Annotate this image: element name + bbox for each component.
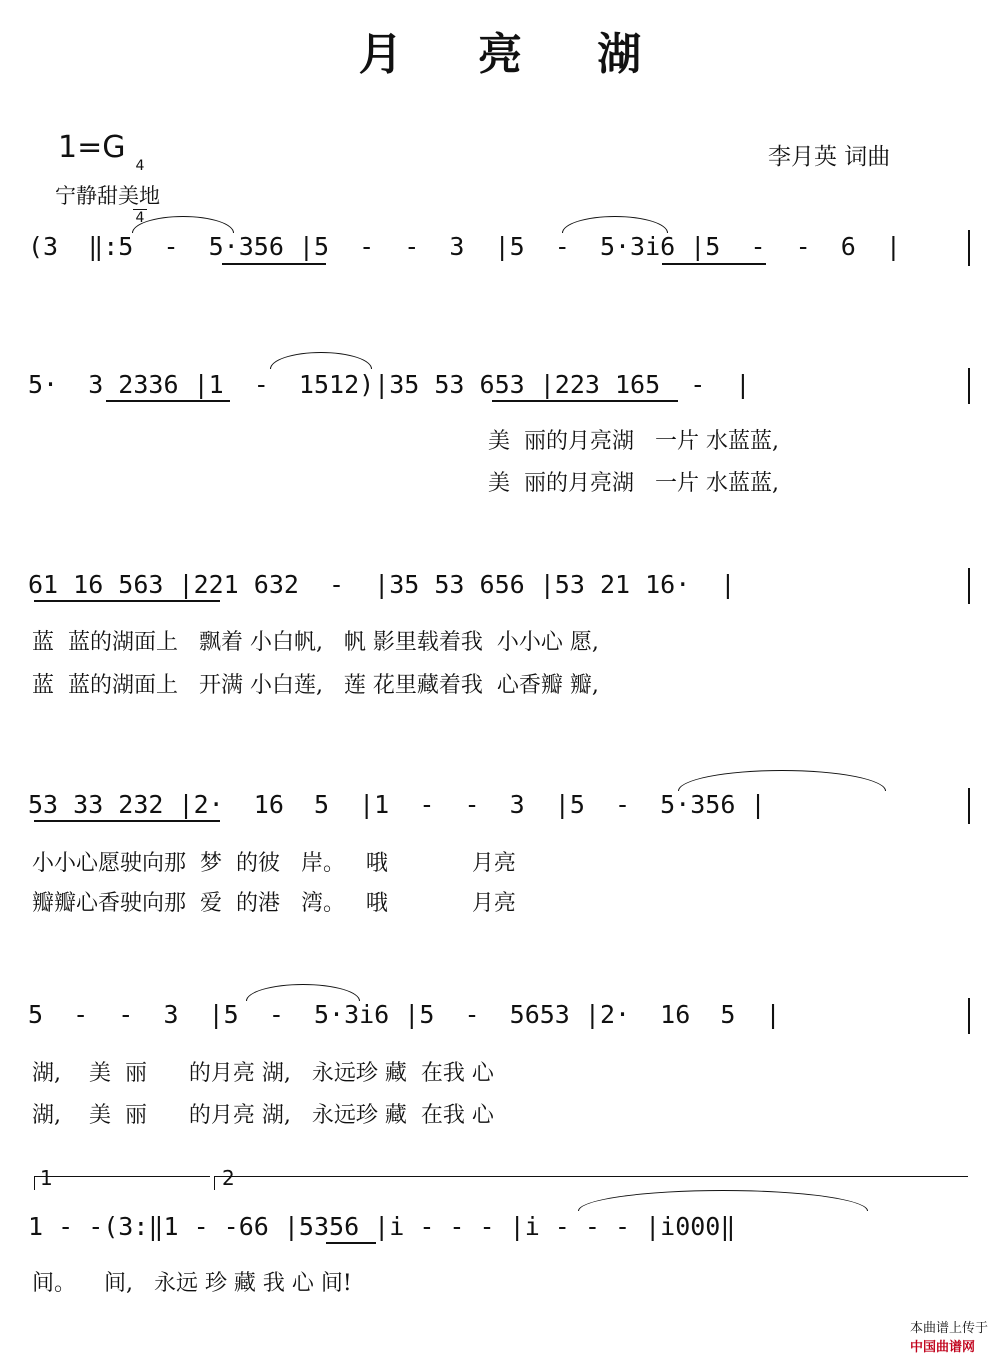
slur [562, 216, 668, 233]
system-3-notes: 61 16 563 |221 632 - |35 53 656 |53 21 16· | [28, 570, 736, 599]
beam-underline [492, 400, 678, 402]
beam-underline [34, 600, 220, 602]
system-5-lyric-2: 湖, 美 丽 的月亮 湖, 永远珍 藏 在我 心 [32, 1103, 494, 1128]
barline-end [968, 998, 970, 1034]
footer-brand[interactable]: 中国曲谱网 [909, 1340, 975, 1355]
system-4-notes: 53 33 232 |2· 16 5 |1 - - 3 |5 - 5·356 | [28, 790, 766, 819]
volta-1-bracket [34, 1176, 35, 1190]
system-5-notes: 5 - - 3 |5 - 5·3i6 |5 - 5653 |2· 16 5 | [28, 1000, 781, 1029]
system-3-lyric-2: 蓝 蓝的湖面上 开满 小白莲, 莲 花里藏着我 心香瓣 瓣, [32, 673, 599, 698]
meter-bottom: 4 [133, 209, 147, 227]
slur [132, 216, 234, 233]
volta-2-line [214, 1176, 968, 1177]
system-2-lyric-2: 美 丽的月亮湖 一片 水蓝蓝, [488, 471, 779, 496]
beam-underline [34, 820, 220, 822]
tempo-marking: 宁静甜美地 [55, 184, 160, 208]
system-2-lyric-1: 美 丽的月亮湖 一片 水蓝蓝, [488, 429, 779, 454]
credit: 李月英 词曲 [768, 144, 891, 170]
system-4-lyric-2: 瓣瓣心香驶向那 爱 的港 湾。 哦 月亮 [32, 891, 516, 916]
volta-1-line [34, 1176, 210, 1177]
song-title: 月 亮 湖 [358, 29, 672, 80]
volta-1-number: 1 [40, 1166, 53, 1190]
system-6-lyric-1: 间。 间, 永远 珍 藏 我 心 间! [32, 1271, 352, 1296]
beam-underline [106, 400, 230, 402]
meter-top: 4 [135, 158, 145, 174]
volta-2-bracket [214, 1176, 215, 1190]
beam-underline [326, 1242, 376, 1244]
barline-end [968, 368, 970, 404]
footer-prefix: 本曲谱上传于 [909, 1321, 988, 1336]
system-4-lyric-1: 小小心愿驶向那 梦 的彼 岸。 哦 月亮 [32, 851, 516, 876]
key-signature: 1=G [58, 130, 126, 165]
system-1-notes: (3 ‖:5 - 5·356 |5 - - 3 |5 - 5·3i6 |5 - - 6 | [28, 232, 901, 261]
slur [578, 1190, 868, 1211]
barline-end [968, 788, 970, 824]
volta-2-number: 2 [222, 1166, 235, 1190]
slur [270, 352, 372, 369]
barline-end [968, 568, 970, 604]
system-2-notes: 5· 3 2336 |1 - 1512)|35 53 653 |223 165 - | [28, 370, 751, 399]
system-3-lyric-1: 蓝 蓝的湖面上 飘着 小白帆, 帆 影里载着我 小小心 愿, [32, 630, 599, 655]
system-6-notes: 1 - -(3:‖1 - -66 |5356 |i - - - |i - - - |i000‖ [28, 1212, 736, 1241]
barline-end [968, 230, 970, 266]
system-5-lyric-1: 湖, 美 丽 的月亮 湖, 永远珍 藏 在我 心 [32, 1061, 494, 1086]
beam-underline [222, 263, 326, 265]
beam-underline [662, 263, 766, 265]
slur [246, 984, 360, 1001]
slur [678, 770, 886, 791]
